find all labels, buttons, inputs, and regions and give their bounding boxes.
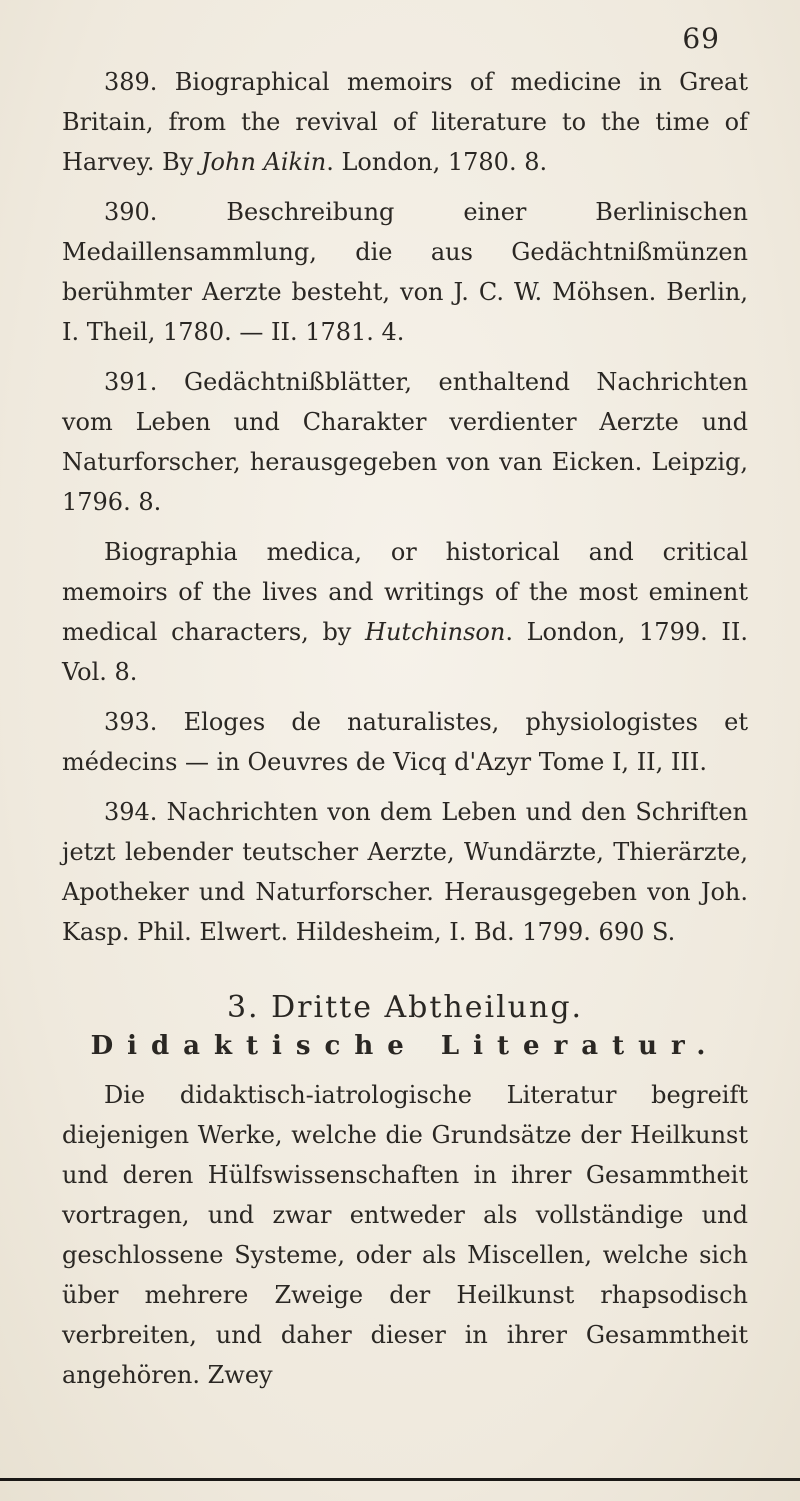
entry-number: 391.	[104, 368, 158, 396]
page-content	[62, 0, 748, 1395]
section-body-text: Die didaktisch-iatrologische Literatur begreift diejenigen Werke, welche die Grundsätze der Heilkunst und deren Hülfswissenschaften in ihrer Gesammtheit vortragen, und zwar entweder als vollständige und geschlossene Systeme, oder als Miscellen, welche sich über mehrere Zweige der Heilkunst rhapsodisch verbreiten, und daher dieser in ihrer Gesammtheit angehören. Zwey	[62, 1081, 748, 1389]
entry-text: Biographia medica, or historical and critical memoirs of the lives and writings of the most eminent medical characters, by	[62, 538, 748, 646]
section-subheading: Didaktische Literatur.	[90, 1031, 720, 1061]
entry-text: Nachrichten von dem Leben und den Schriften jetzt lebender teutscher Aerzte, Wundärzte, Thierärzte, Apotheker und Naturforscher. Herausgegeben von Joh. Kasp. Phil. Elwert. Hildesheim, I. Bd. 1799. 690 S.	[62, 798, 748, 946]
bibliography-entry-390	[62, 192, 748, 352]
page-number: 69	[682, 22, 720, 55]
bibliography-entry-393	[62, 702, 748, 782]
entry-author: John Aikin	[200, 148, 327, 176]
entry-text: Gedächtnißblätter, enthaltend Nachrichten vom Leben und Charakter verdienter Aerzte und Naturforscher, herausgegeben von van Eicken. Leipzig, 1796. 8.	[62, 368, 748, 516]
entry-number: 389.	[104, 68, 158, 96]
entry-number: 394.	[104, 798, 158, 826]
entry-author: Hutchinson	[365, 618, 506, 646]
entry-text-tail: . London, 1799. II. Vol. 8.	[62, 618, 748, 686]
bibliography-entry-391	[62, 362, 748, 522]
entry-number: 390.	[104, 198, 158, 226]
bibliography-entry-biographia	[62, 532, 748, 692]
bibliography-entry-389	[62, 62, 748, 182]
entry-text: Eloges de naturalistes, physiologistes et médecins — in Oeuvres de Vicq d'Azyr Tome I, II, III.	[62, 708, 748, 776]
entry-number: 393.	[104, 708, 158, 736]
entry-text: Biographical memoirs of medicine in Great Britain, from the revival of literature to the time of Harvey. By	[62, 68, 748, 176]
bottom-rule	[0, 1478, 800, 1481]
entry-text: Beschreibung einer Berlinischen Medaillensammlung, die aus Gedächtnißmünzen berühmter Aerzte besteht, von J. C. W. Möhsen. Berlin, I. Theil, 1780. — II. 1781. 4.	[62, 198, 748, 346]
entry-text-tail: . London, 1780. 8.	[326, 148, 548, 176]
bibliography-entry-394	[62, 792, 748, 952]
section-heading: 3. Dritte Abtheilung.	[226, 990, 584, 1025]
